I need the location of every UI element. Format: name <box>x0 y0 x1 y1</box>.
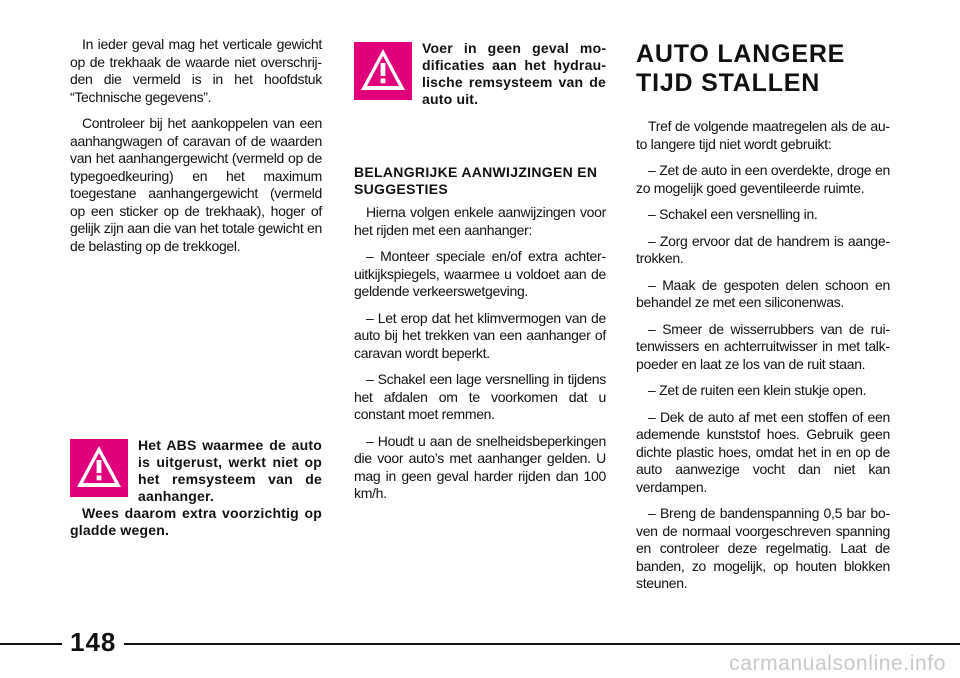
paragraph: – Monteer speciale en/of extra achteruitkijkspiegels, waarmee u voldoet aan de geldende verkeerswetgeving. <box>354 248 606 299</box>
section-heading: BELANGRIJKE AANWIJZINGEN EN SUGGESTIES <box>354 164 598 197</box>
paragraph: – Let erop dat het klimvermogen van de auto bij het trekken van een aanhanger of caravan wordt beperkt. <box>354 309 606 361</box>
page-number: 148 <box>70 627 117 657</box>
paragraph: – Dek de auto af met een stoffen of een ademende kunststof hoes. Gebruik geen dichte plastic hoes, omdat het in en op de auto aanwezige vocht dan niet kan verdampen. <box>636 408 890 495</box>
hydraulic-warning-box <box>354 40 606 108</box>
paragraph: – Houdt u aan de snelheidsbeperkingen die voor auto’s met aanhanger gelden. U mag in geen geval harder rijden dan 100 km/h. <box>354 432 606 501</box>
paragraph: In ieder geval mag het verticale gewicht op de trekhaak de waarde niet overschrijden die vermeld is in het hoofdstuk “Technische gegevens”. <box>70 36 322 105</box>
warning-triangle-icon <box>354 42 412 100</box>
paragraph: – Zet de ruiten een klein stukje open. <box>648 382 867 398</box>
column-2 <box>354 164 606 512</box>
paragraph: Tref de volgende maatregelen als de auto langere tijd niet wordt gebruikt: <box>636 118 890 152</box>
paragraph: Hierna volgen enkele aanwijzingen voor het rijden met een aanhanger: <box>354 204 606 238</box>
paragraph: – Smeer de wisserrubbers van de ruitenwissers en achterruitwisser in met talkpoeder en laat ze los van de ruit staan. <box>636 320 890 372</box>
warning-text: Het ABS waarmee de auto is uitgerust, werkt niet op het remsysteem van de aanhanger. <box>138 437 322 504</box>
footer-rule-right <box>124 643 960 645</box>
warning-triangle-icon <box>70 439 128 497</box>
warning-text: Voer in geen geval modificaties aan het hydraulische remsysteem van de auto uit. <box>422 40 606 107</box>
column-3 <box>636 40 890 602</box>
paragraph: – Breng de bandenspanning 0,5 bar boven de normaal voorgeschreven spanning en controleer deze regelmatig. Laat de banden, zo mogelijk, op houten blokken steunen. <box>636 505 890 591</box>
paragraph: – Schakel een lage versnelling in tijdens het afdalen om te voorkomen dat u constant moet remmen. <box>354 371 606 422</box>
watermark: carmanualsonline.info <box>729 652 946 675</box>
paragraph: – Schakel een versnelling in. <box>648 206 818 222</box>
page-title: AUTO LANGERE TIJD STALLEN <box>636 40 846 97</box>
column-1 <box>70 36 322 264</box>
paragraph: – Zet de auto in een overdekte, droge en zo mogelijk goed geventileerde ruimte. <box>636 162 890 196</box>
warning-text: Wees daarom extra voorzichtig op gladde wegen. <box>70 505 322 538</box>
footer-rule-left <box>0 643 62 645</box>
paragraph: Controleer bij het aankoppelen van een aanhangwagen of caravan of de waarden van het aanhangergewicht (vermeld op de typegoedkeuring) en het maximum toegestane aanhangergewicht (vermeld op een sticker op de trekhaak), hoger of gelijk zijn aan die van het totale gewicht en de belasting op de trekkogel. <box>70 115 322 254</box>
abs-warning-box <box>70 437 322 539</box>
paragraph: – Maak de gespoten delen schoon en behandel ze met een siliconenwas. <box>636 276 890 310</box>
paragraph: – Zorg ervoor dat de handrem is aangetrokken. <box>636 232 890 266</box>
